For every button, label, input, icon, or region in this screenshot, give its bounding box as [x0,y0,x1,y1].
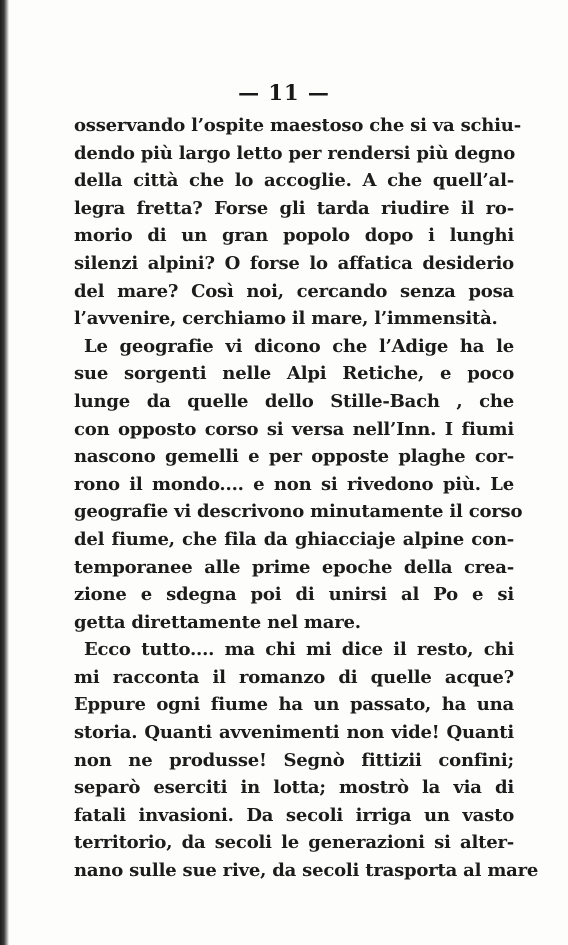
text-line: nano sulle sue rive, da secoli trasporta al mare [74,860,539,882]
text-line: rono il mondo.... e non si rivedono più. Le [74,473,514,495]
text-line: territorio, da secoli le generazioni si alter- [74,832,514,854]
text-line: dendo più largo letto per rendersi più degno [74,142,516,164]
text-line: zione e sdegna poi di unirsi al Po e si [74,584,514,606]
text-line: Le geografie vi dicono che l’Adige ha le [84,335,514,357]
text-line: non ne produsse! Segnò fittizii confini; [74,749,514,771]
text-line: con opposto corso si versa nell’Inn. I fiumi [74,418,514,440]
text-line: sue sorgenti nelle Alpi Retiche, e poco [74,363,514,385]
text-line: del fiume, che fila da ghiacciaje alpine con- [74,528,514,550]
text-line: osservando l’ospite maestoso che si va schiu- [74,115,521,136]
page-number: — 11 — [238,80,330,105]
text-line: Eppure ogni fiume ha un passato, ha una [74,694,514,716]
text-line: l’avvenire, cerchiamo il mare, l’immensità. [74,308,498,330]
text-line: separò eserciti in lotta; mostrò la via di [74,777,514,799]
text-line: Ecco tutto.... ma chi mi dice il resto, chi [84,639,514,661]
text-line: getta direttamente nel mare. [74,611,361,633]
text-line: storia. Quanti avvenimenti non vide! Quanti [74,722,514,744]
text-line: della città che lo accoglie. A che quell’al- [74,170,514,192]
text-line: fatali invasioni. Da secoli irriga un vasto [74,804,514,826]
text-line: nascono gemelli e per opposte plaghe cor- [74,446,514,468]
text-line: morio di un gran popolo dopo i lunghi [74,225,514,247]
text-line: geografie vi descrivono minutamente il corso [74,501,523,523]
text-line: silenzi alpini? O forse lo affatica desiderio [74,252,514,274]
text-line: lunge da quelle dello Stille-Bach , che [74,390,514,412]
text-line: temporanee alle prime epoche della crea- [74,556,514,578]
text-line: del mare? Così noi, cercando senza posa [74,280,514,302]
body-text [74,112,539,885]
page-binding-edge [0,0,9,945]
text-line: mi racconta il romanzo di quelle acque? [74,666,514,688]
text-line: legra fretta? Forse gli tarda riudire il ro- [74,197,514,219]
